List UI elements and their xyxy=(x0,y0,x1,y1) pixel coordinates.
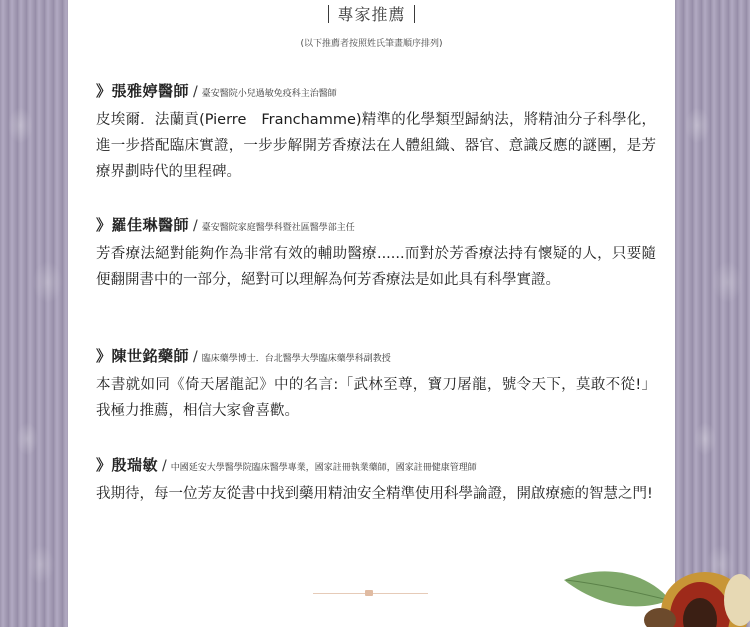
right-texture-panel xyxy=(675,0,750,627)
recommendation-entry xyxy=(96,80,656,185)
left-texture-panel xyxy=(0,0,68,627)
slash-divider: / xyxy=(193,218,198,234)
recommendation-entry xyxy=(96,454,656,507)
recommender-credential: 臺安醫院小兒過敏免疫科主治醫師 xyxy=(201,89,337,99)
section-title xyxy=(68,2,675,25)
section-title-text: 專家推薦 xyxy=(337,5,406,24)
recommendation-text: 本書就如同《倚天屠龍記》中的名言:「武林至尊，寶刀屠龍，號令天下，莫敢不從!」我極力推薦，相信大家會喜歡。 xyxy=(96,377,656,419)
recommender-credential: 中國延安大學醫學院臨床醫學專業，國家註冊執業藥師，國家註冊健康管理師 xyxy=(170,463,477,473)
recommendation-text: 皮埃爾．法蘭貢(Pierre Franchamme)精準的化學類型歸納法，將精油分子科學化，進一步搭配臨床實證，一步步解開芳香療法在人體組織、器官、意識反應的謎團，是芳療界劃時代的里程碑。 xyxy=(96,112,656,180)
divider-ornament xyxy=(365,590,373,596)
recommendation-entry xyxy=(96,345,656,424)
recommender-name: 》張雅婷醫師 xyxy=(96,82,190,100)
recommendation-text: 芳香療法絕對能夠作為非常有效的輔助醫療......而對於芳香療法持有懷疑的人，只要隨便翻開書中的一部分，絕對可以理解為何芳香療法是如此具有科學實證。 xyxy=(96,246,656,288)
recommender-credential: 臺安醫院家庭醫學科暨社區醫學部主任 xyxy=(201,223,355,233)
section-subtitle: (以下推薦者按照姓氏筆畫順序排列) xyxy=(300,39,443,49)
recommendation-entry xyxy=(96,214,656,293)
recommender-credential: 臨床藥學博士．台北醫學大學臨床藥學科副教授 xyxy=(201,354,391,364)
slash-divider: / xyxy=(162,458,167,474)
title-bar-left xyxy=(328,5,329,23)
page-content xyxy=(68,0,675,627)
slash-divider: / xyxy=(193,349,198,365)
recommender-name: 》殷瑞敏 xyxy=(96,456,159,474)
recommendation-text: 我期待，每一位芳友從書中找到藥用精油安全精準使用科學論證，開啟療癒的智慧之門! xyxy=(96,486,653,502)
title-bar-right xyxy=(414,5,415,23)
nutmeg-leaf-illustration xyxy=(560,560,750,627)
recommender-name: 》羅佳琳醫師 xyxy=(96,216,190,234)
bottom-divider xyxy=(313,593,428,594)
slash-divider: / xyxy=(193,84,198,100)
recommender-name: 》陳世銘藥師 xyxy=(96,347,190,365)
